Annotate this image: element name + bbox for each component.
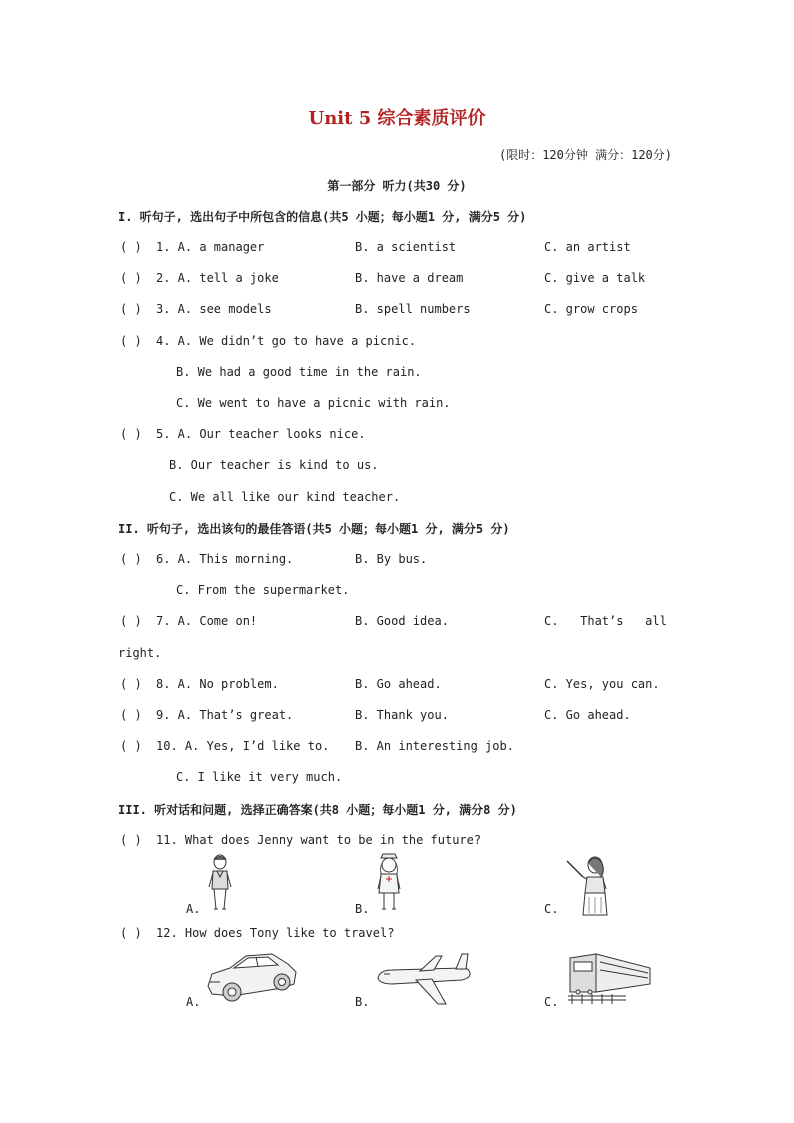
option-c: C. From the supermarket. xyxy=(176,583,350,597)
question-stem: 8. A. No problem. xyxy=(156,677,279,691)
question-4 xyxy=(120,334,416,348)
train-picture[interactable] xyxy=(566,948,652,1006)
option-b: B. By bus. xyxy=(355,552,428,566)
option-b: B. Good idea. xyxy=(355,614,449,628)
answer-blank[interactable]: ( ) xyxy=(120,334,142,348)
question-8 xyxy=(120,677,279,691)
option-b-label: B. xyxy=(355,995,370,1009)
option-a-label: A. xyxy=(186,902,201,916)
stewardess-picture[interactable] xyxy=(205,853,235,913)
question-stem: 7. A. Come on! xyxy=(156,614,258,628)
answer-blank[interactable]: ( ) xyxy=(120,427,142,441)
question-12 xyxy=(120,926,394,940)
option-c: C. Yes, you can. xyxy=(544,677,660,691)
option-b: B. Go ahead. xyxy=(355,677,442,691)
car-picture[interactable] xyxy=(202,948,300,1006)
question-2 xyxy=(120,271,279,285)
question-5 xyxy=(120,427,366,441)
option-c: C. an artist xyxy=(544,240,631,254)
option-c: C. grow crops xyxy=(544,302,638,316)
question-stem: 2. A. tell a joke xyxy=(156,271,279,285)
page-title: Unit 5 综合素质评价 xyxy=(308,108,486,129)
option-c: C. Go ahead. xyxy=(544,708,631,722)
section-3-heading: III. 听对话和问题, 选择正确答案(共8 小题；每小题1 分, 满分8 分) xyxy=(118,803,517,817)
option-b: B. An interesting job. xyxy=(355,739,514,753)
part-title: 第一部分 听力(共30 分) xyxy=(327,179,467,193)
question-9 xyxy=(120,708,293,722)
option-c: C. I like it very much. xyxy=(176,770,343,784)
answer-blank[interactable]: ( ) xyxy=(120,302,142,316)
question-10 xyxy=(120,739,329,753)
option-b: B. We had a good time in the rain. xyxy=(176,365,422,379)
option-c-continued: right. xyxy=(118,646,162,660)
answer-blank[interactable]: ( ) xyxy=(120,614,142,628)
question-stem: 1. A. a manager xyxy=(156,240,265,254)
option-b: B. a scientist xyxy=(355,240,457,254)
option-c-label: C. xyxy=(544,995,559,1009)
question-stem: 5. A. Our teacher looks nice. xyxy=(156,427,366,441)
option-b-label: B. xyxy=(355,902,370,916)
nurse-picture[interactable] xyxy=(372,853,406,913)
question-stem: 6. A. This morning. xyxy=(156,552,294,566)
question-6 xyxy=(120,552,293,566)
option-c: C. We all like our kind teacher. xyxy=(169,490,401,504)
option-b: B. spell numbers xyxy=(355,302,471,316)
question-stem: 12. How does Tony like to travel? xyxy=(156,926,395,940)
question-stem: 10. A. Yes, I’d like to. xyxy=(156,739,330,753)
airplane-picture[interactable] xyxy=(376,952,472,1006)
answer-blank[interactable]: ( ) xyxy=(120,739,142,753)
section-2-heading: II. 听句子, 选出该句的最佳答语(共5 小题；每小题1 分, 满分5 分) xyxy=(118,522,510,536)
answer-blank[interactable]: ( ) xyxy=(120,552,142,566)
answer-blank[interactable]: ( ) xyxy=(120,926,142,940)
question-7 xyxy=(120,614,257,628)
option-c-label: C. xyxy=(544,902,559,916)
time-limit: (限时：120分钟 满分：120分) xyxy=(498,148,672,162)
question-stem: 3. A. see models xyxy=(156,302,272,316)
question-11 xyxy=(120,833,481,847)
option-c: C. That’s all xyxy=(544,614,667,628)
option-b: B. have a dream xyxy=(355,271,464,285)
question-3 xyxy=(120,302,272,316)
option-a-label: A. xyxy=(186,995,201,1009)
option-c: C. We went to have a picnic with rain. xyxy=(176,396,451,410)
question-stem: 11. What does Jenny want to be in the future? xyxy=(156,833,482,847)
section-1-heading: I. 听句子, 选出句子中所包含的信息(共5 小题；每小题1 分, 满分5 分) xyxy=(118,210,527,224)
option-c: C. give a talk xyxy=(544,271,646,285)
question-1 xyxy=(120,240,264,254)
question-stem: 9. A. That’s great. xyxy=(156,708,294,722)
teacher-picture[interactable] xyxy=(565,853,611,917)
answer-blank[interactable]: ( ) xyxy=(120,240,142,254)
option-b: B. Thank you. xyxy=(355,708,449,722)
option-b: B. Our teacher is kind to us. xyxy=(169,458,379,472)
answer-blank[interactable]: ( ) xyxy=(120,271,142,285)
answer-blank[interactable]: ( ) xyxy=(120,833,142,847)
question-stem: 4. A. We didn’t go to have a picnic. xyxy=(156,334,417,348)
answer-blank[interactable]: ( ) xyxy=(120,677,142,691)
answer-blank[interactable]: ( ) xyxy=(120,708,142,722)
